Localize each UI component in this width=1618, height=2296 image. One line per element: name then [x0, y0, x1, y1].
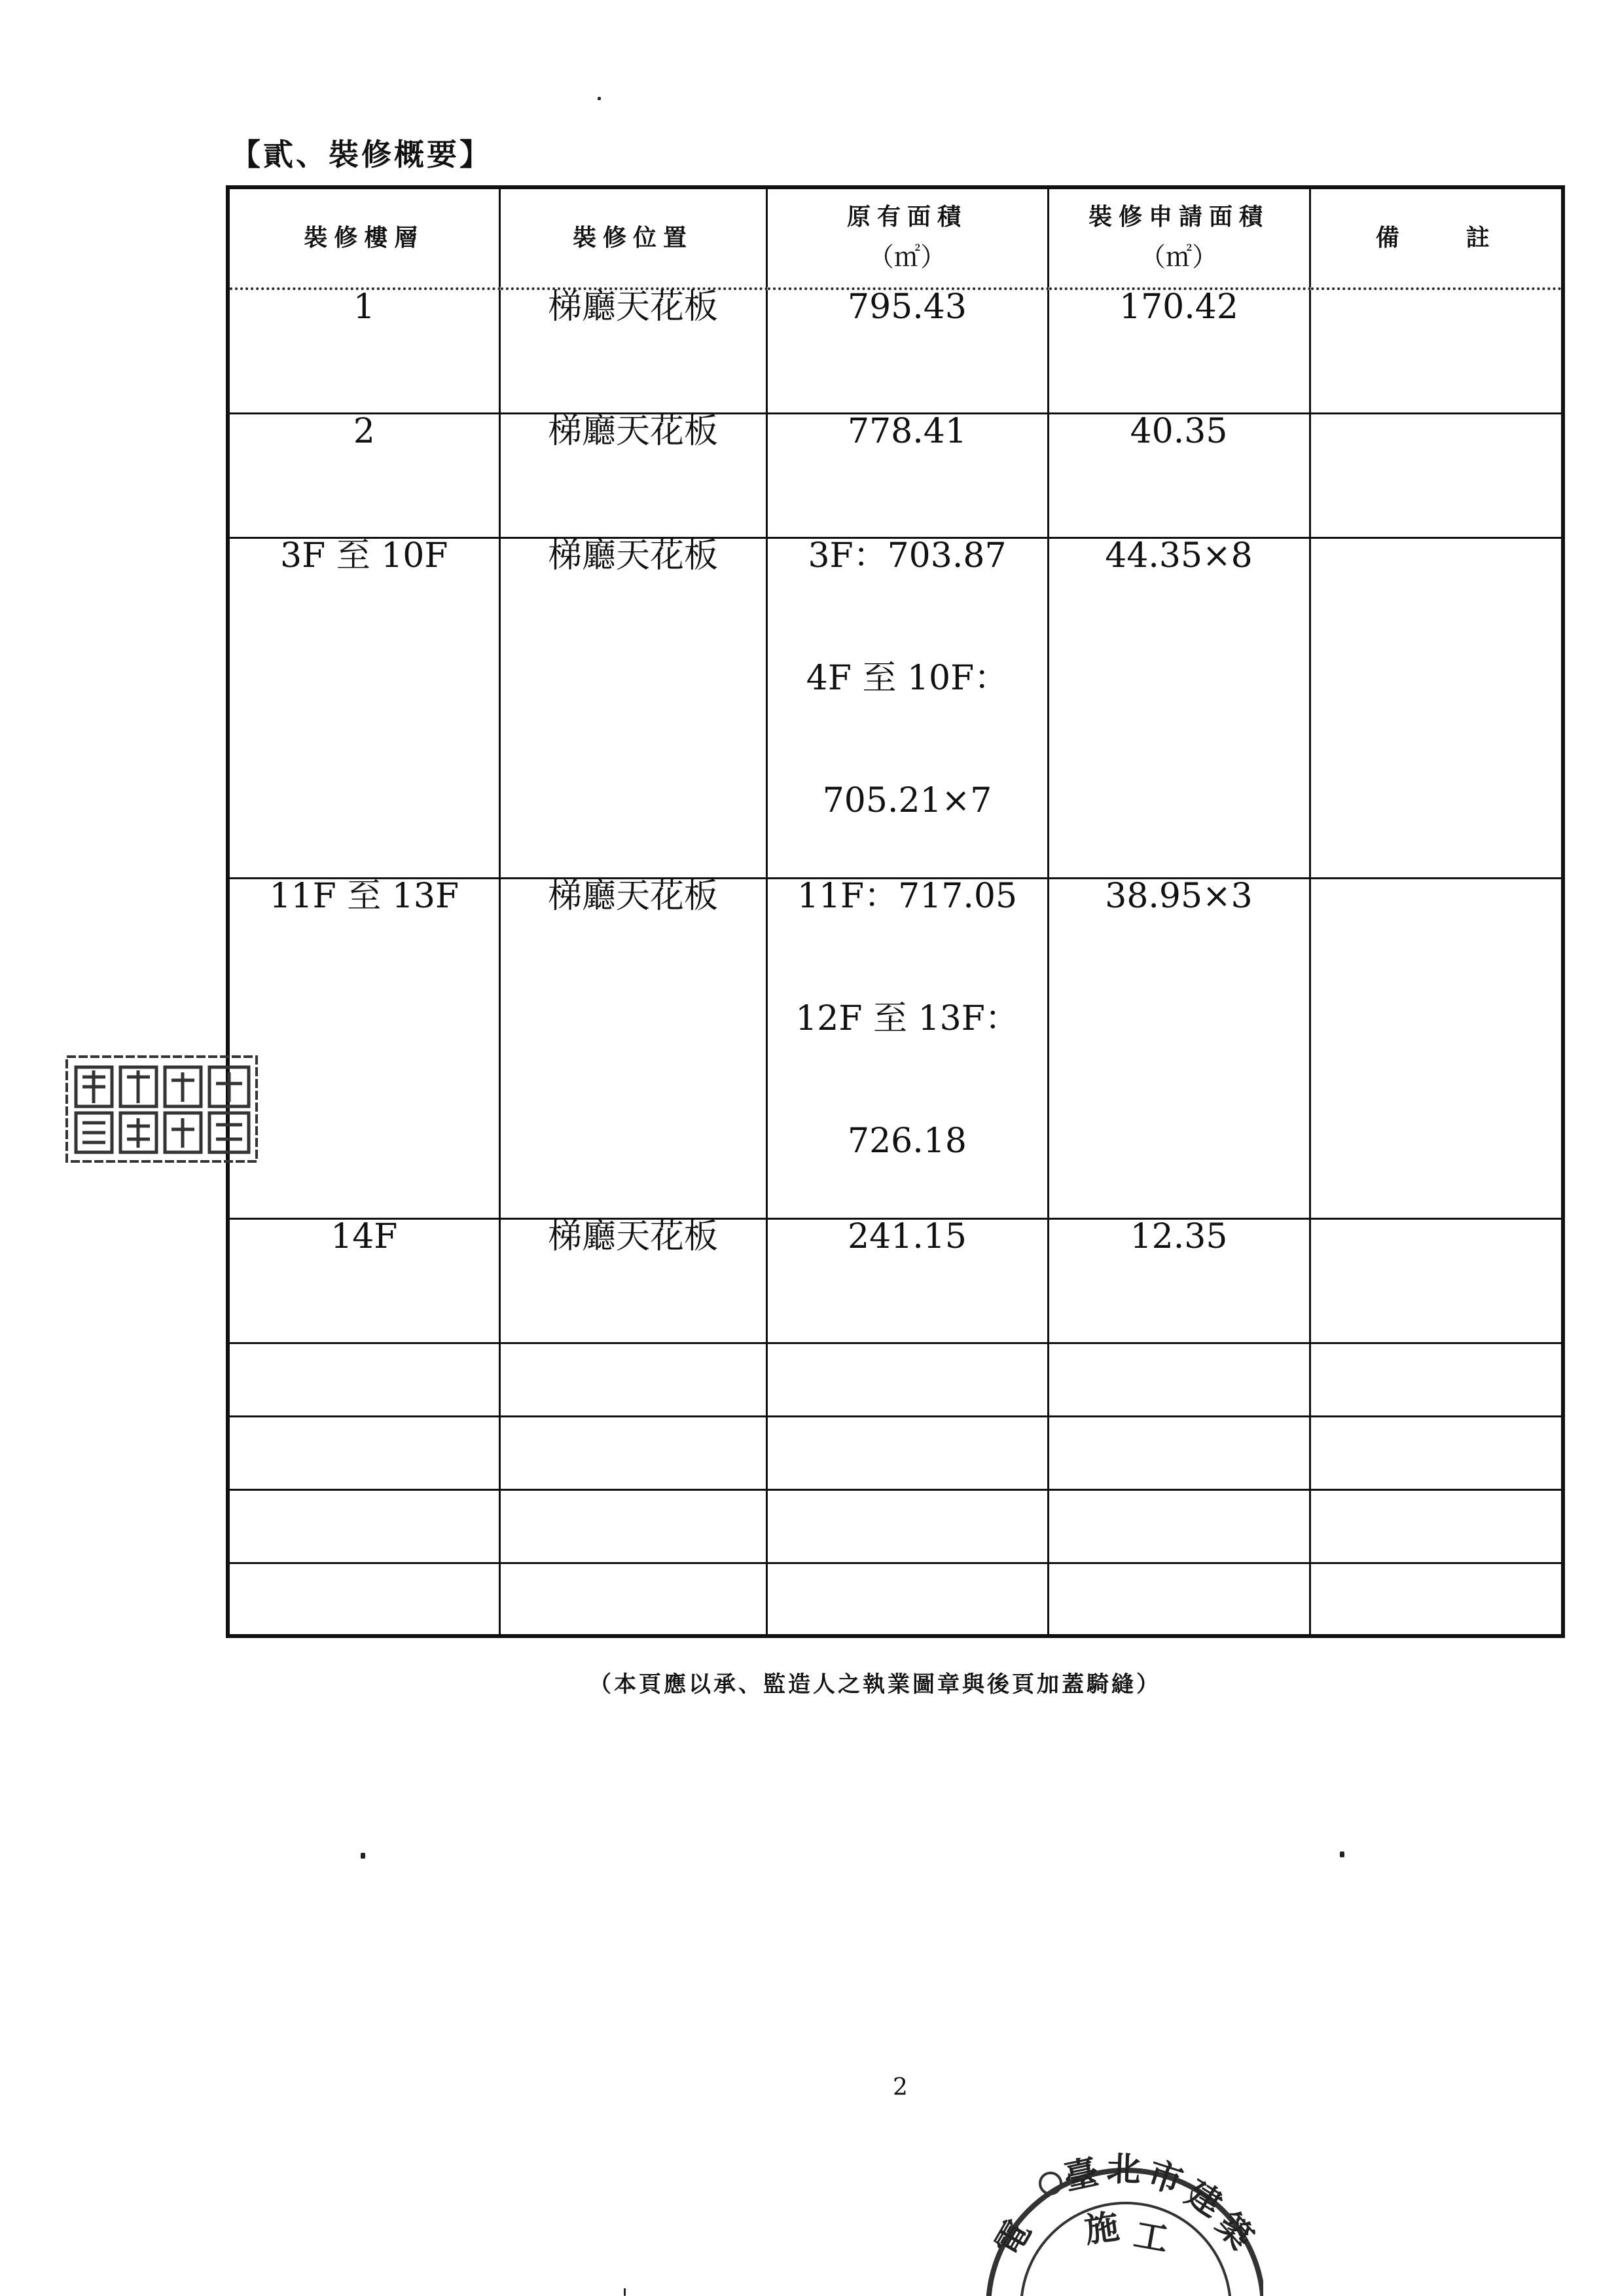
svg-text:臺: 臺 — [1060, 2152, 1102, 2198]
empty-cell — [499, 1563, 766, 1636]
header-applied-area-unit: （㎡） — [1140, 242, 1218, 272]
original-area-line: 12F 至 13F： — [795, 998, 1019, 1038]
cell-remarks — [1310, 289, 1563, 413]
header-location: 裝修位置 — [499, 187, 766, 289]
empty-cell — [228, 1489, 499, 1563]
cell-remarks — [1310, 1218, 1563, 1343]
page-number: 2 — [893, 2074, 908, 2101]
cell-floor: 3F 至 10F — [228, 538, 499, 878]
header-original-area — [766, 187, 1048, 289]
original-area-line: 241.15 — [848, 1216, 967, 1256]
cell-location: 梯廳天花板 — [499, 289, 766, 413]
table-row — [228, 413, 1563, 538]
original-area-line: 11F：717.05 — [797, 876, 1018, 916]
cell-location: 梯廳天花板 — [499, 878, 766, 1218]
cell-applied-area: 38.95×3 — [1048, 878, 1310, 1218]
empty-cell — [228, 1343, 499, 1416]
original-area-line: 3F：703.87 — [808, 536, 1007, 575]
cell-original-area — [766, 289, 1048, 413]
table-row — [228, 878, 1563, 1218]
original-area-line: 705.21×7 — [822, 780, 992, 820]
cell-remarks — [1310, 413, 1563, 538]
empty-table-row — [228, 1563, 1563, 1636]
section-title: 【貳、裝修概要】 — [230, 137, 492, 172]
header-original-area-label: 原有面積 — [846, 203, 967, 231]
empty-cell — [228, 1563, 499, 1636]
header-remarks: 備 註 — [1310, 187, 1563, 289]
scan-speck — [598, 97, 601, 100]
cell-applied-area: 170.42 — [1048, 289, 1310, 413]
empty-cell — [766, 1563, 1048, 1636]
svg-text:建: 建 — [1179, 2173, 1229, 2225]
original-area-line: 4F 至 10F： — [806, 658, 1009, 698]
empty-cell — [766, 1416, 1048, 1489]
svg-text:北: 北 — [1106, 2149, 1142, 2190]
cell-floor: 14F — [228, 1218, 499, 1343]
empty-cell — [499, 1343, 766, 1416]
table-row — [228, 1218, 1563, 1343]
cell-original-area — [766, 1218, 1048, 1343]
svg-text:工: 工 — [1130, 2214, 1172, 2260]
empty-cell — [1048, 1489, 1310, 1563]
footer-note: （本頁應以承、監造人之執業圖章與後頁加蓋騎縫） — [589, 1671, 1161, 1698]
empty-cell — [1310, 1416, 1563, 1489]
header-floor: 裝修樓層 — [228, 187, 499, 289]
svg-text:施: 施 — [1082, 2206, 1122, 2251]
cell-location: 梯廳天花板 — [499, 1218, 766, 1343]
header-original-area-unit: （㎡） — [868, 242, 946, 272]
cell-floor: 1 — [228, 289, 499, 413]
cell-applied-area: 40.35 — [1048, 413, 1310, 538]
svg-text:市: 市 — [1142, 2153, 1188, 2202]
empty-table-row — [228, 1343, 1563, 1416]
svg-text:電: 電 — [987, 2213, 1039, 2263]
scan-speck — [361, 1853, 365, 1859]
cell-original-area — [766, 878, 1048, 1218]
seal-stamp-icon — [63, 1048, 259, 1169]
cell-applied-area: 12.35 — [1048, 1218, 1310, 1343]
empty-cell — [1310, 1489, 1563, 1563]
header-applied-area — [1048, 187, 1310, 289]
cell-remarks — [1310, 538, 1563, 878]
empty-cell — [1048, 1343, 1310, 1416]
table-row — [228, 538, 1563, 878]
empty-cell — [1048, 1563, 1310, 1636]
empty-cell — [228, 1416, 499, 1489]
empty-table-row — [228, 1489, 1563, 1563]
empty-cell — [499, 1416, 766, 1489]
cell-location: 梯廳天花板 — [499, 538, 766, 878]
table-row — [228, 289, 1563, 413]
cell-remarks — [1310, 878, 1563, 1218]
empty-cell — [1048, 1416, 1310, 1489]
empty-cell — [766, 1489, 1048, 1563]
original-area-line: 795.43 — [848, 287, 967, 327]
cell-original-area — [766, 538, 1048, 878]
official-stamp-icon — [975, 2111, 1263, 2296]
cell-floor: 11F 至 13F — [228, 878, 499, 1218]
scan-speck — [624, 2288, 626, 2296]
cell-floor: 2 — [228, 413, 499, 538]
cell-original-area — [766, 413, 1048, 538]
empty-cell — [499, 1489, 766, 1563]
empty-cell — [1310, 1563, 1563, 1636]
scan-speck — [1340, 1851, 1344, 1857]
header-applied-area-label: 裝修申請面積 — [1088, 203, 1269, 231]
table-header-row — [228, 187, 1563, 289]
original-area-line: 726.18 — [848, 1121, 967, 1161]
svg-text:築: 築 — [1208, 2204, 1261, 2257]
cell-location: 梯廳天花板 — [499, 413, 766, 538]
renovation-summary-table — [226, 185, 1565, 1638]
cell-applied-area: 44.35×8 — [1048, 538, 1310, 878]
empty-table-row — [228, 1416, 1563, 1489]
original-area-line: 778.41 — [848, 411, 967, 451]
empty-cell — [1310, 1343, 1563, 1416]
empty-cell — [766, 1343, 1048, 1416]
